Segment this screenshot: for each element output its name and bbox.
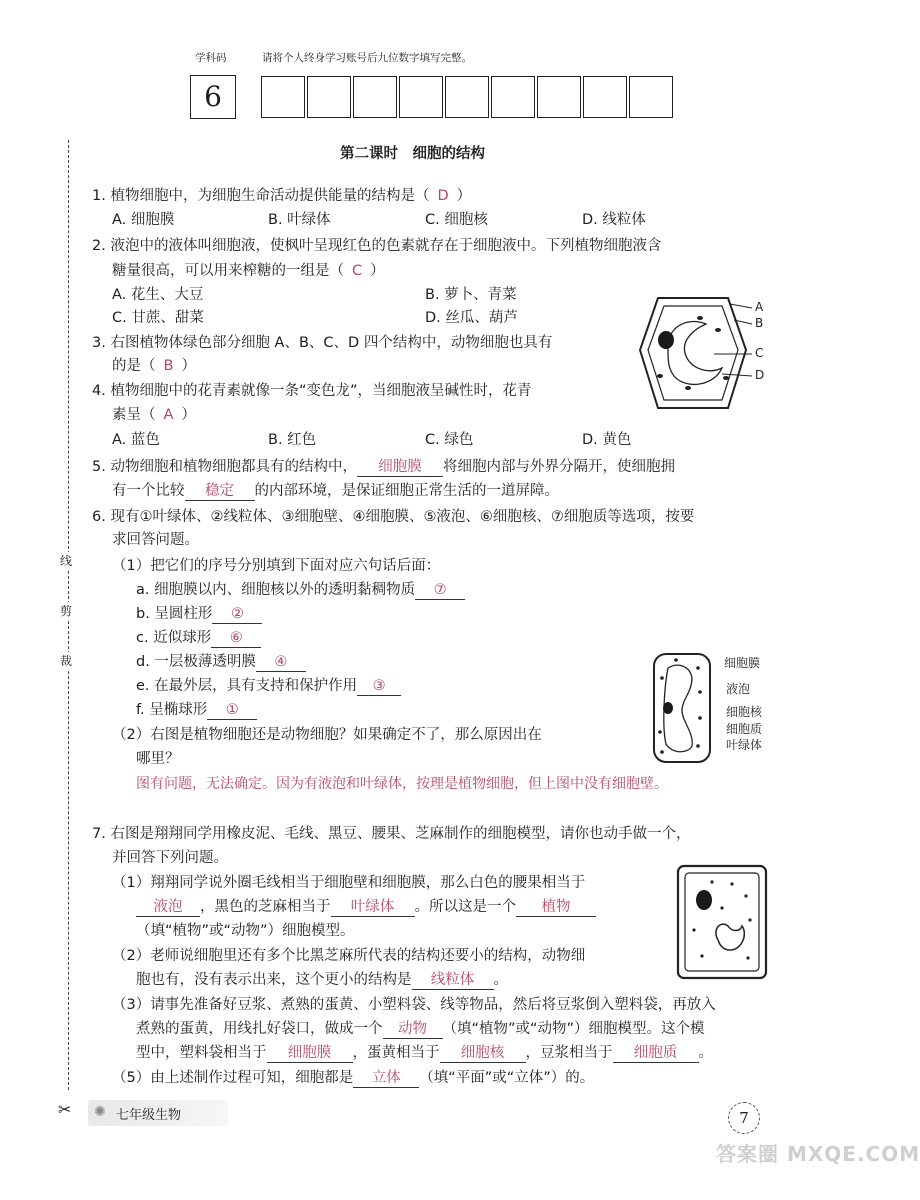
q7-part3-answer-1[interactable]: 动物: [383, 1020, 443, 1039]
footer-book-title: 七年级生物: [116, 1108, 182, 1123]
q5-line2: 有一个比较 稳定 的内部环境，是保证细胞正常生活的一道屏障。: [112, 483, 559, 499]
digit-box[interactable]: [445, 76, 489, 118]
q2-line2: 糖量很高，可以用来榨糖的一组是（ C ）: [112, 263, 385, 279]
subject-code: 6: [204, 80, 222, 113]
digit-box[interactable]: [491, 76, 535, 118]
cut-mark-xian: 线: [60, 554, 73, 568]
q5-line1: 5. 动物细胞和植物细胞都具有的结构中， 细胞膜 将细胞内部与外界分隔开，使细胞拥: [92, 459, 675, 475]
q1-option-a: A. 细胞膜: [112, 212, 175, 228]
q7-line1: 7. 右图是翔翔同学用橡皮泥、毛线、黑豆、腰果、芝麻制作的细胞模型，请你也动手做一个，: [92, 826, 691, 842]
q7-part3-line3: 型中，塑料袋相当于 细胞膜 ，蛋黄相当于 细胞核 ，豆浆相当于 细胞质 。: [136, 1045, 713, 1061]
watermark: 答案圈 MXQE.COM: [716, 1142, 920, 1166]
q4-line2: 素呈（ A ）: [112, 407, 196, 423]
q2-option-c: C. 甘蔗、甜菜: [112, 310, 204, 326]
q7-part1-line3: （填“植物”或“动物”）细胞模型。: [136, 923, 355, 939]
plant-cell-figure: [630, 290, 765, 420]
q4-option-c: C. 绿色: [425, 432, 474, 448]
fig1-label-a: A: [755, 300, 764, 314]
q7-part3-answer-3[interactable]: 细胞核: [440, 1044, 526, 1063]
q6-item-f: f. 呈椭球形 ①: [136, 700, 257, 720]
q6-item-e: e. 在最外层，具有支持和保护作用 ③: [136, 676, 401, 696]
q5-answer-2[interactable]: 稳定: [185, 482, 255, 501]
q7-part2-line1: （2）老师说细胞里还有多个比黑芝麻所代表的结构还要小的结构，动物细: [112, 948, 586, 964]
q7-part1-answer-3[interactable]: 植物: [516, 898, 596, 917]
q2-option-d: D. 丝瓜、葫芦: [425, 310, 518, 326]
fig1-label-d: D: [755, 368, 765, 382]
digit-box[interactable]: [399, 76, 443, 118]
q4-line1: 4. 植物细胞中的花青素就像一条“变色龙”，当细胞液呈碱性时，花青: [92, 383, 532, 399]
q6-part1-stem: （1）把它们的序号分别填到下面对应六句话后面：: [112, 558, 441, 574]
q6-item-f-answer[interactable]: ①: [207, 701, 257, 720]
q6-part2-line1: （2）右图是植物细胞还是动物细胞？如果确定不了，那么原因出在: [112, 727, 542, 743]
cut-mark-cai: 裁: [60, 654, 73, 668]
q1-option-d: D. 线粒体: [582, 212, 646, 228]
q6-part2-line2: 哪里？: [136, 751, 180, 767]
sparkle-icon: ✺: [94, 1104, 106, 1120]
q7-part2-line2: 胞也有，没有表示出来，这个更小的结构是 线粒体 。: [136, 972, 508, 988]
q6-item-c-answer[interactable]: ⑥: [211, 629, 261, 648]
fig2-label-chloroplast: 叶绿体: [726, 738, 763, 752]
digit-box[interactable]: [261, 76, 305, 118]
q6-part2-answer: 图有问题，无法确定。因为有液泡和叶绿体，按理是植物细胞，但上图中没有细胞壁。: [136, 776, 668, 792]
digit-box[interactable]: [353, 76, 397, 118]
page-number: 7: [728, 1102, 760, 1134]
q7-part2-answer[interactable]: 线粒体: [412, 971, 494, 990]
fig2-label-cytoplasm: 细胞质: [726, 722, 763, 736]
q7-part3-line2: 煮熟的蛋黄，用线扎好袋口，做成一个 动物 （填“植物”或“动物”）细胞模型。这个模: [136, 1021, 705, 1037]
digit-box[interactable]: [537, 76, 581, 118]
q7-part3-answer-4[interactable]: 细胞质: [613, 1044, 699, 1063]
q7-part5-answer[interactable]: 立体: [353, 1069, 419, 1088]
q4-option-b: B. 红色: [268, 432, 317, 448]
q7-part3-answer-2[interactable]: 细胞膜: [267, 1044, 353, 1063]
q1-option-c: C. 细胞核: [425, 212, 488, 228]
q7-part5: （5）由上述制作过程可知，细胞都是 立体 （填“平面”或“立体”）的。: [112, 1070, 595, 1086]
digit-box[interactable]: [629, 76, 673, 118]
q4-option-a: A. 蓝色: [112, 432, 160, 448]
q3-line1: 3. 右图植物体绿色部分细胞 A、B、C、D 四个结构中，动物细胞也具有: [92, 335, 553, 351]
q7-part3-line1: （3）请事先准备好豆浆、煮熟的蛋黄、小塑料袋、线等物品，然后将豆浆倒入塑料袋，再放入: [112, 997, 716, 1013]
q2-option-a: A. 花生、大豆: [112, 287, 204, 303]
q3-line2: 的是（ B ）: [112, 358, 196, 374]
digit-box[interactable]: [307, 76, 351, 118]
q7-part1-line2: 液泡 ，黑色的芝麻相当于 叶绿体 。所以这是一个 植物: [136, 897, 596, 917]
q7-line2: 并回答下列问题。: [112, 850, 228, 866]
q6-item-d: d. 一层极薄透明膜 ④: [136, 652, 306, 672]
account-instruction: 请将个人终身学习账号后九位数字填写完整。: [262, 52, 472, 64]
q7-part1-line1: （1）翔翔同学说外圈毛线相当于细胞壁和细胞膜，那么白色的腰果相当于: [112, 875, 586, 891]
scissors-icon: ✂: [58, 1100, 72, 1119]
q1-stem: 1. 植物细胞中，为细胞生命活动提供能量的结构是（ D ）: [92, 188, 472, 204]
q4-option-d: D. 黄色: [582, 432, 632, 448]
cell-figure-2: [648, 648, 718, 770]
q5-answer-1[interactable]: 细胞膜: [357, 458, 443, 477]
q2-option-b: B. 萝卜、青菜: [425, 287, 517, 303]
q7-part1-answer-2[interactable]: 叶绿体: [331, 898, 415, 917]
q6-item-e-answer[interactable]: ③: [357, 677, 401, 696]
page-title: 第二课时 细胞的结构: [340, 146, 485, 162]
cell-model-figure: [672, 860, 772, 984]
subject-code-box: [190, 75, 236, 119]
q2-line1: 2. 液泡中的液体叫细胞液，使枫叶呈现红色的色素就存在于细胞液中。下列植物细胞液含: [92, 238, 662, 254]
q6-item-b-answer[interactable]: ②: [212, 605, 262, 624]
cut-mark-jian: 剪: [60, 604, 73, 618]
q6-item-b: b. 呈圆柱形 ②: [136, 604, 262, 624]
q6-line1: 6. 现有①叶绿体、②线粒体、③细胞壁、④细胞膜、⑤液泡、⑥细胞核、⑦细胞质等选项，按要: [92, 509, 695, 525]
fig2-label-nucleus: 细胞核: [726, 705, 763, 719]
q7-part1-answer-1[interactable]: 液泡: [136, 898, 200, 917]
q6-item-a: a. 细胞膜以内、细胞核以外的透明黏稠物质 ⑦: [136, 580, 465, 600]
fig2-label-membrane: 细胞膜: [724, 656, 761, 670]
subject-code-label: 学科码: [195, 52, 227, 64]
fig2-label-vacuole: 液泡: [726, 682, 751, 696]
fig1-label-c: C: [755, 346, 764, 360]
q6-item-c: c. 近似球形 ⑥: [136, 628, 261, 648]
q1-option-b: B. 叶绿体: [268, 212, 331, 228]
fig1-label-b: B: [755, 316, 764, 330]
q6-item-a-answer[interactable]: ⑦: [415, 581, 465, 600]
digit-box[interactable]: [583, 76, 627, 118]
q6-line2: 求回答问题。: [112, 532, 199, 548]
q6-item-d-answer[interactable]: ④: [256, 653, 306, 672]
footer-book-banner: [88, 1100, 228, 1126]
